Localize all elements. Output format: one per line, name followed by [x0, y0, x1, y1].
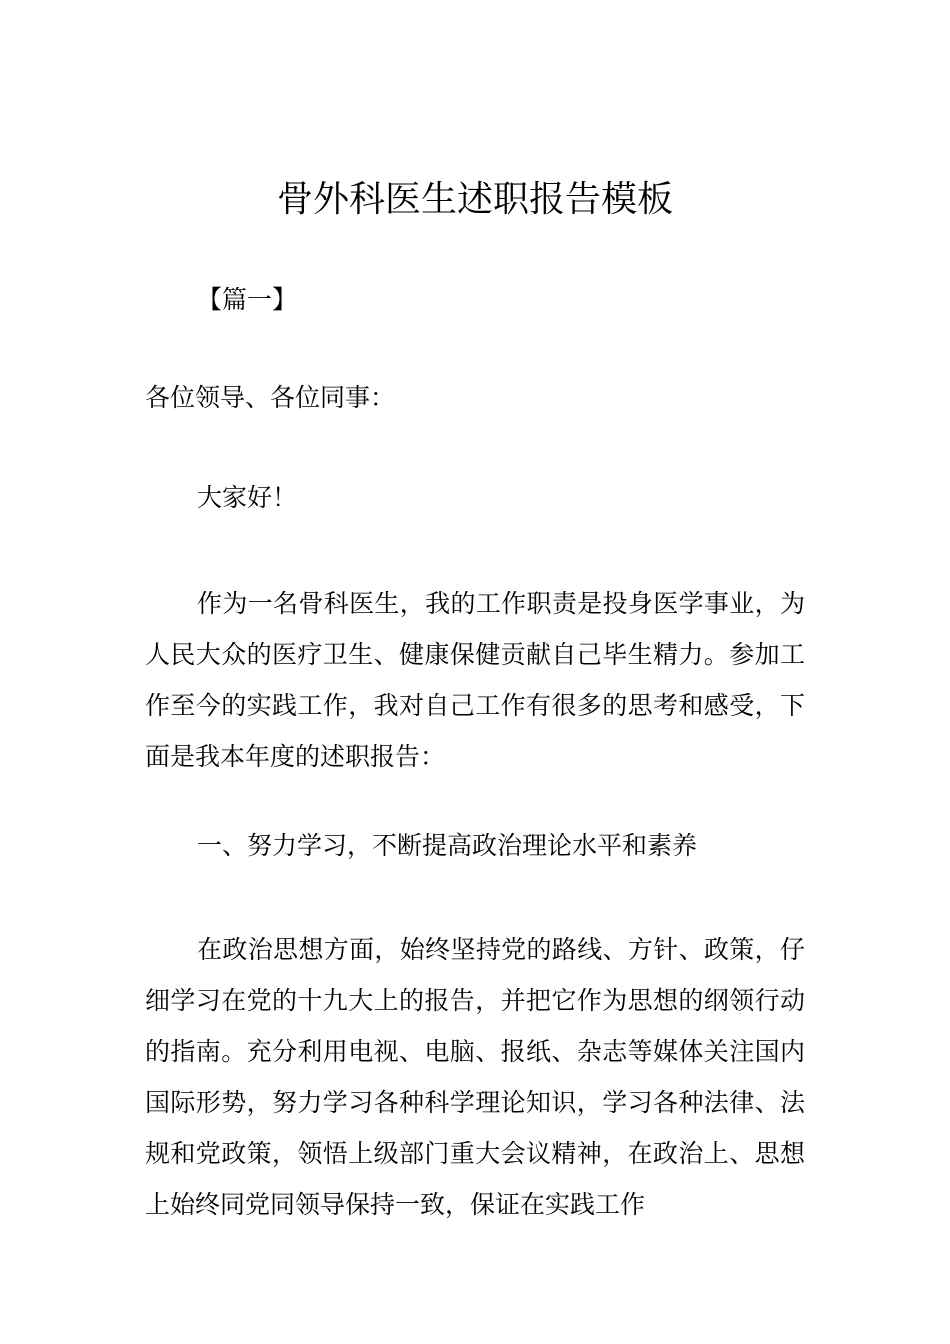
section-heading: 一、努力学习，不断提高政治理论水平和素养: [197, 831, 698, 860]
document-title: 骨外科医生述职报告模板: [276, 179, 673, 220]
body-paragraph: 作为一名骨科医生，我的工作职责是投身医学事业，为人民大众的医疗卫生、健康保健贡献自己毕生精力。参加工作至今的实践工作，我对自己工作有很多的思考和感受，下面是我本年度的述职报告：: [145, 589, 805, 771]
salutation: 各位领导、各位同事：: [145, 383, 396, 412]
section-label: 【篇一】: [197, 285, 298, 314]
greeting: 大家好！: [197, 483, 298, 512]
body-paragraph: 在政治思想方面，始终坚持党的路线、方针、政策，仔细学习在党的十九大上的报告，并把它作为思想的纲领行动的指南。充分利用电视、电脑、报纸、杂志等媒体关注国内国际形势，努力学习各种科学理论知识，学习各种法律、法规和党政策，领悟上级部门重大会议精神，在政治上、思想上始终同党同领导保持一致，保证在实践工作: [145, 935, 805, 1219]
